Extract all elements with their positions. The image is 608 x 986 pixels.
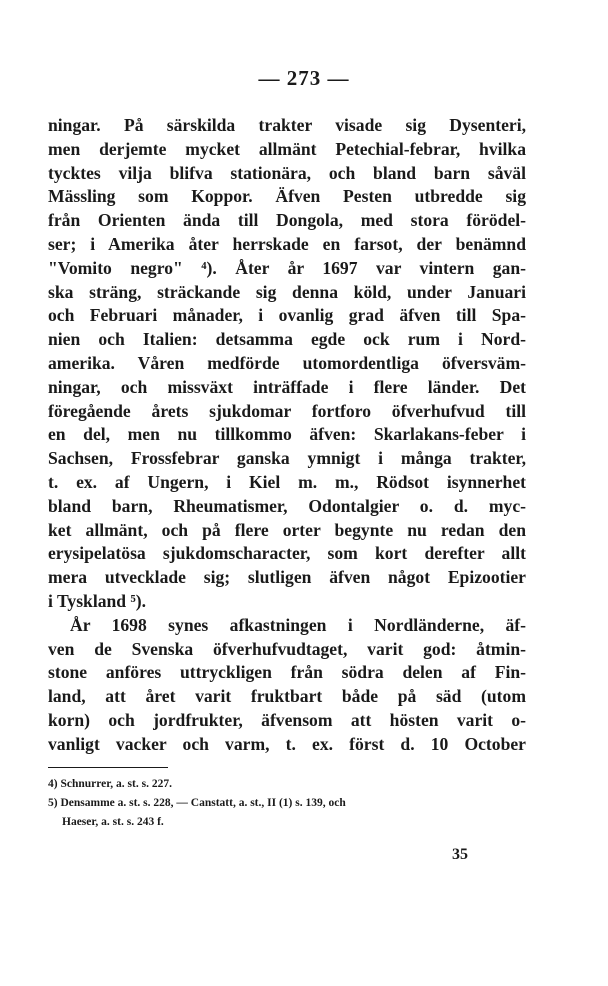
text-line: ska sträng, sträckande sig denna köld, under Januari	[48, 281, 526, 302]
text-line: "Vomito negro" ⁴). Åter år 1697 var vintern gan-	[48, 257, 526, 278]
text-line: ser; i Amerika åter herrskade en farsot, der benämnd	[48, 233, 526, 254]
text-line: Sachsen, Frossfebrar ganska ymnigt i många trakter,	[48, 448, 526, 469]
text-line: en del, men nu tillkommo äfven: Skarlakans-feber i	[48, 424, 526, 445]
text-line: mera utvecklade sig; slutligen äfven något Epizootier	[48, 567, 526, 588]
signature-mark: 35	[452, 846, 468, 863]
text-line: från Orienten ända till Dongola, med stora förödel-	[48, 210, 526, 231]
footnote: 4) Schnurrer, a. st. s. 227.	[48, 778, 172, 790]
footnote: 5) Densamme a. st. s. 228, — Canstatt, a. st., II (1) s. 139, och	[48, 797, 346, 809]
text-line: land, att året varit fruktbart både på säd (utom	[48, 686, 526, 707]
text-line: Mässling som Koppor. Äfven Pesten utbredde sig	[48, 186, 526, 207]
footnotes	[48, 775, 526, 832]
text-line: vanligt vacker och varm, t. ex. först d. 10 October	[48, 733, 526, 754]
text-line: korn) och jordfrukter, äfvensom att hösten varit o-	[48, 709, 526, 730]
text-line: bland barn, Rheumatismer, Odontalgier o. d. myc-	[48, 495, 526, 516]
text-line: t. ex. af Ungern, i Kiel m. m., Rödsot isynnerhet	[48, 471, 526, 492]
page-number-header: — 273 —	[258, 66, 350, 90]
text-line: ket allmänt, och på flere orter begynte nu redan den	[48, 519, 526, 540]
text-line: föregående årets sjukdomar fortforo öfverhufvud till	[48, 400, 526, 421]
text-line: ningar. På särskilda trakter visade sig Dysenteri,	[48, 115, 526, 135]
text-line: stone anföres uttryckligen från södra delen af Fin-	[48, 662, 526, 683]
text-line: i Tyskland ⁵).	[48, 590, 147, 611]
text-line: nien och Italien: detsamma egde ock rum i Nord-	[48, 329, 526, 350]
footnote: Haeser, a. st. s. 243 f.	[62, 816, 164, 828]
text-line: ven de Svenska öfverhufvudtaget, varit god: åtmin-	[48, 638, 526, 659]
text-line: men derjemte mycket allmänt Petechial-febrar, hvilka	[48, 138, 526, 159]
text-line: och Februari månader, i ovanlig grad äfven till Spa-	[48, 305, 526, 326]
text-line: amerika. Våren medförde utomordentliga öfversväm-	[48, 352, 526, 373]
text-line: tycktes vilja blifva stationära, och bland barn såväl	[48, 162, 526, 183]
text-line: ningar, och missväxt inträffade i flere länder. Det	[48, 376, 526, 397]
footnote-divider	[48, 767, 168, 768]
text-line: erysipelatösa sjukdomscharacter, som kort derefter allt	[48, 543, 526, 564]
text-line: År 1698 synes afkastningen i Nordländerne, äf-	[70, 614, 526, 635]
body-text	[48, 114, 526, 757]
